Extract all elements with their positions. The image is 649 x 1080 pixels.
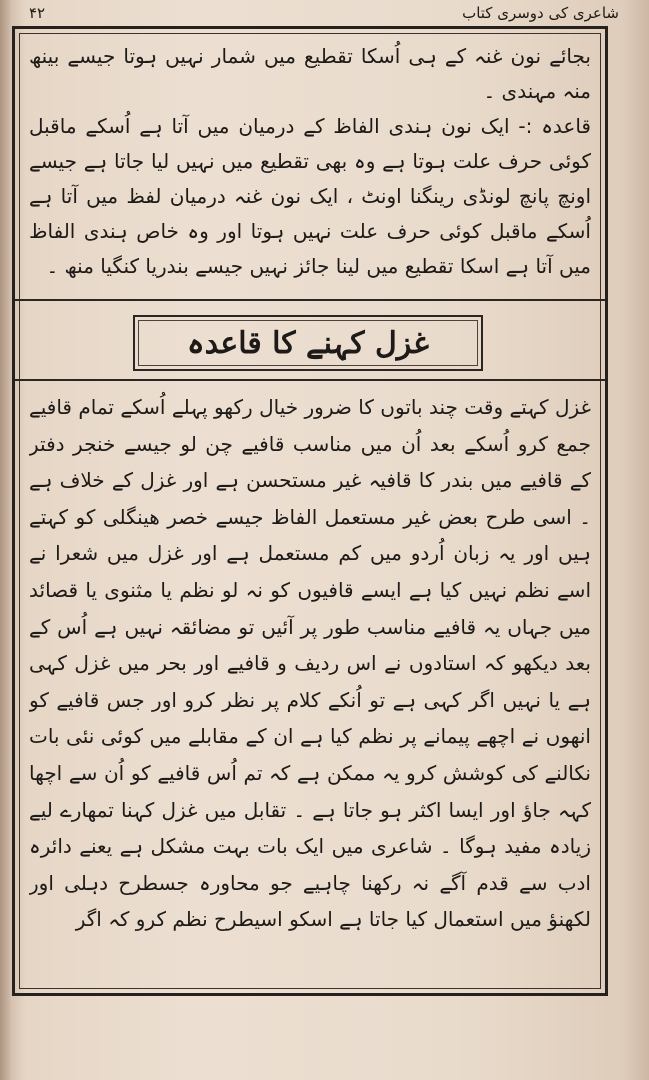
divider-rule xyxy=(15,379,605,381)
paragraph: قاعدہ :- ایک نون ہندی الفاظ کے درمیان میں آتا ہے اُسکے ماقبل کوئی حرف علت ہوتا ہے وہ بھی تقطیع میں نہیں لیا جاتا ہے جیسے اونچ پانچ لونڈی رینگنا اونٹ ، ایک نون غنہ درمیان لفظ میں آتا ہے اُسکے ماقبل کوئی حرف علت نہیں ہوتا اور وہ خاص ہندی الفاظ میں آتا ہے اسکا تقطیع میں لینا جائز نہیں جیسے بندریا کنگیا منھ ۔ xyxy=(29,114,591,278)
divider-rule xyxy=(15,299,605,301)
section-heading: غزل کہنے کا قاعدہ xyxy=(187,325,429,361)
paragraph: غزل کہتے وقت چند باتوں کا ضرور خیال رکھو پہلے اُسکے تمام قافیے جمع کرو اُسکے بعد اُن میں مناسب قافیے چن لو جیسے خنجر دفتر کے قافیے میں بندر کا قافیہ غیر مستحسن ہے اور غزل کے خلاف ہے ۔ اسی طرح بعض غیر مستعمل الفاظ جیسے خصر ھینگلی کو کہتے ہیں اور یہ زبان اُردو میں کم مستعمل ہے اور غزل میں شعرا نے اسے نظم نہیں کیا ہے ایسے قافیوں کو نہ لو نظم یا مثنوی یا قصائد میں جہاں یہ قافیے مناسب طور پر آئیں تو مضائقہ نہیں ہے اُس کے بعد دیکھو کہ استادوں نے اس ردیف و قافیے اور بحر میں غزل کہی ہے یا نہیں اگر کہی ہے تو اُنکے کلام پر نظر کرو اور جس قافیے کو انھوں نے اچھے پیمانے پر نظم کیا ہے ان کے مقابلے میں کوئی نئی بات نکالنے کی کوشش کرو یہ ممکن ہے کہ تم اُس قافیے کو اُن سے اچھا کہہ جاؤ اور ایسا اکثر ہو جاتا ہے ۔ تقابل میں غزل کہنا تمھارے لیے زیادہ مفید ہوگا ۔ شاعری میں ایک بات بہت مشکل ہے یعنے دائرہ ادب سے قدم آگے نہ رکھنا چاہیے جو محاورہ جسطرح دہلی اور لکھنؤ میں استعمال کیا جاتا ہے اسکو اسیطرح نظم کرو کہ اگر xyxy=(29,395,591,932)
section-prosody-rules xyxy=(29,39,591,301)
section-ghazal-rules xyxy=(29,389,591,979)
binding-shadow xyxy=(0,0,12,1080)
page-number: ۴۲ xyxy=(29,4,46,22)
page-border xyxy=(12,26,608,996)
book-title: شاعری کی دوسری کتاب xyxy=(462,4,619,22)
running-head xyxy=(29,2,619,24)
paragraph: بجائے نون غنہ کے ہی اُسکا تقطیع میں شمار نہیں ہوتا جیسے بینھ منہ مہندی ۔ xyxy=(29,44,591,103)
section-heading-box xyxy=(133,315,483,371)
